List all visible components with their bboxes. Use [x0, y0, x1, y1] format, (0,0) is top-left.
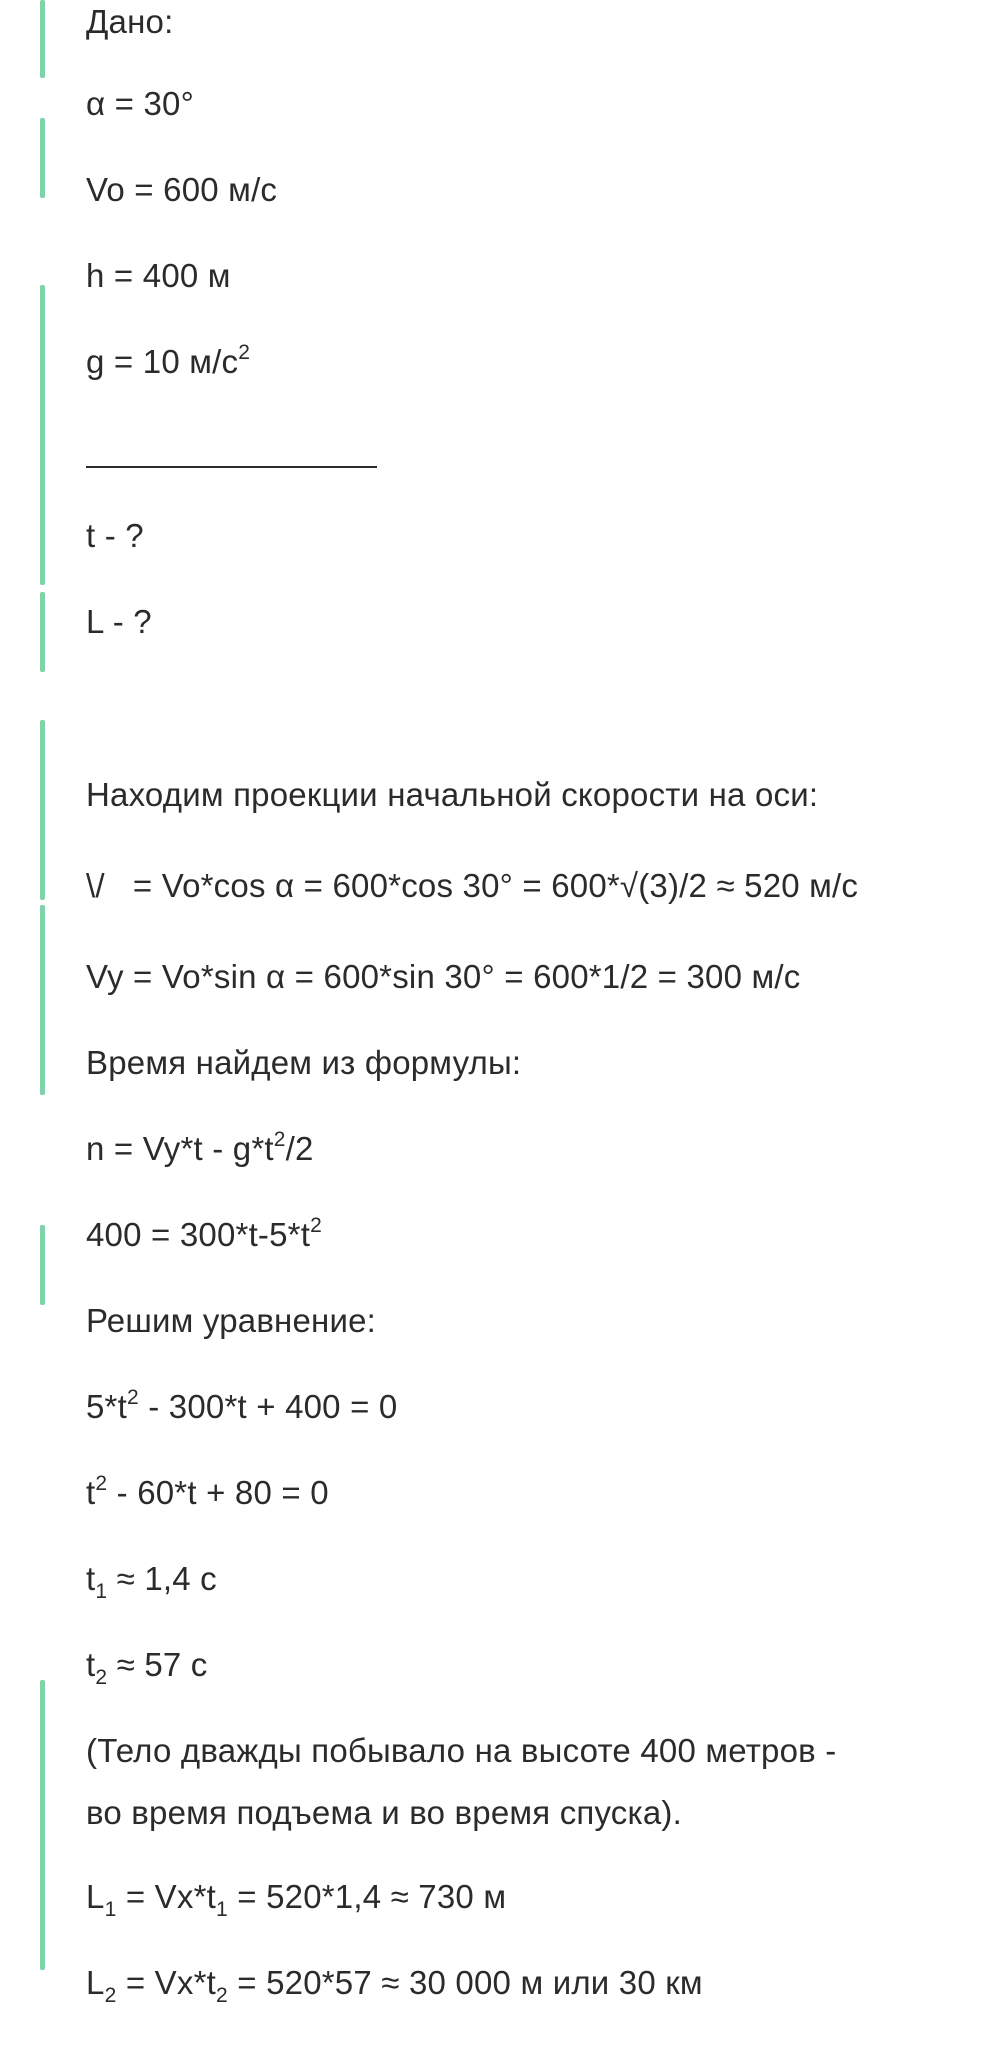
given-v0: Vo = 600 м/с	[86, 171, 278, 208]
margin-bar	[40, 592, 45, 672]
margin-bar	[40, 1680, 45, 1970]
formula-h: $n = Vy*t - g*t^2/2$	[86, 1128, 314, 1167]
margin-bar	[40, 720, 45, 900]
divider-line	[86, 466, 377, 468]
vy-line: Vy = Vo*sin α = 600*sin 30° = 600*1/2 = 300 м/с	[86, 958, 801, 995]
solve-intro: Решим уравнение:	[86, 1302, 377, 1339]
root-t1: $t_1 \approx 1,4$ с	[86, 1560, 217, 1603]
time-intro: Время найдем из формулы:	[86, 1044, 522, 1081]
equation-1: $5*t^2 - 300*t + 400 = 0$	[86, 1386, 398, 1425]
projections-intro: Находим проекции начальной скорости на оси:	[86, 776, 819, 813]
equation-2: $t^2 - 60*t + 80 = 0$	[86, 1472, 329, 1511]
note-line-2: во время подъема и во время спуска).	[86, 1794, 682, 1831]
margin-bar	[40, 1225, 45, 1305]
margin-bar	[40, 118, 45, 198]
given-h: h = 400 м	[86, 257, 231, 294]
distance-l2: $L_2 = Vx*t_2 = 520*57 \approx 30$ 000 м или 30 км	[86, 1964, 703, 2007]
given-alpha: α = 30°	[86, 85, 194, 122]
formula-substituted: $400 = 300*t-5*t^2$	[86, 1214, 322, 1253]
find-l: L - ?	[86, 603, 152, 640]
find-t: t - ?	[86, 517, 144, 554]
margin-bar	[40, 285, 45, 585]
given-g: g = 10 $м/с^2$	[86, 341, 251, 380]
note-line-1: (Тело дважды побывало на высоте 400 метров -	[86, 1732, 837, 1769]
margin-bar	[40, 0, 45, 78]
given-title: Дано:	[86, 3, 174, 40]
distance-l1: $L_1 = Vx*t_1 = 520*1,4 \approx 730$ м	[86, 1878, 507, 1921]
root-t2: $t_2 \approx 57$ с	[86, 1646, 208, 1689]
margin-bar	[40, 905, 45, 1095]
vx-line: \/ = Vo*cos α = 600*cos 30° = 600*√(3)/2 ≈ 520 м/с	[86, 867, 859, 904]
